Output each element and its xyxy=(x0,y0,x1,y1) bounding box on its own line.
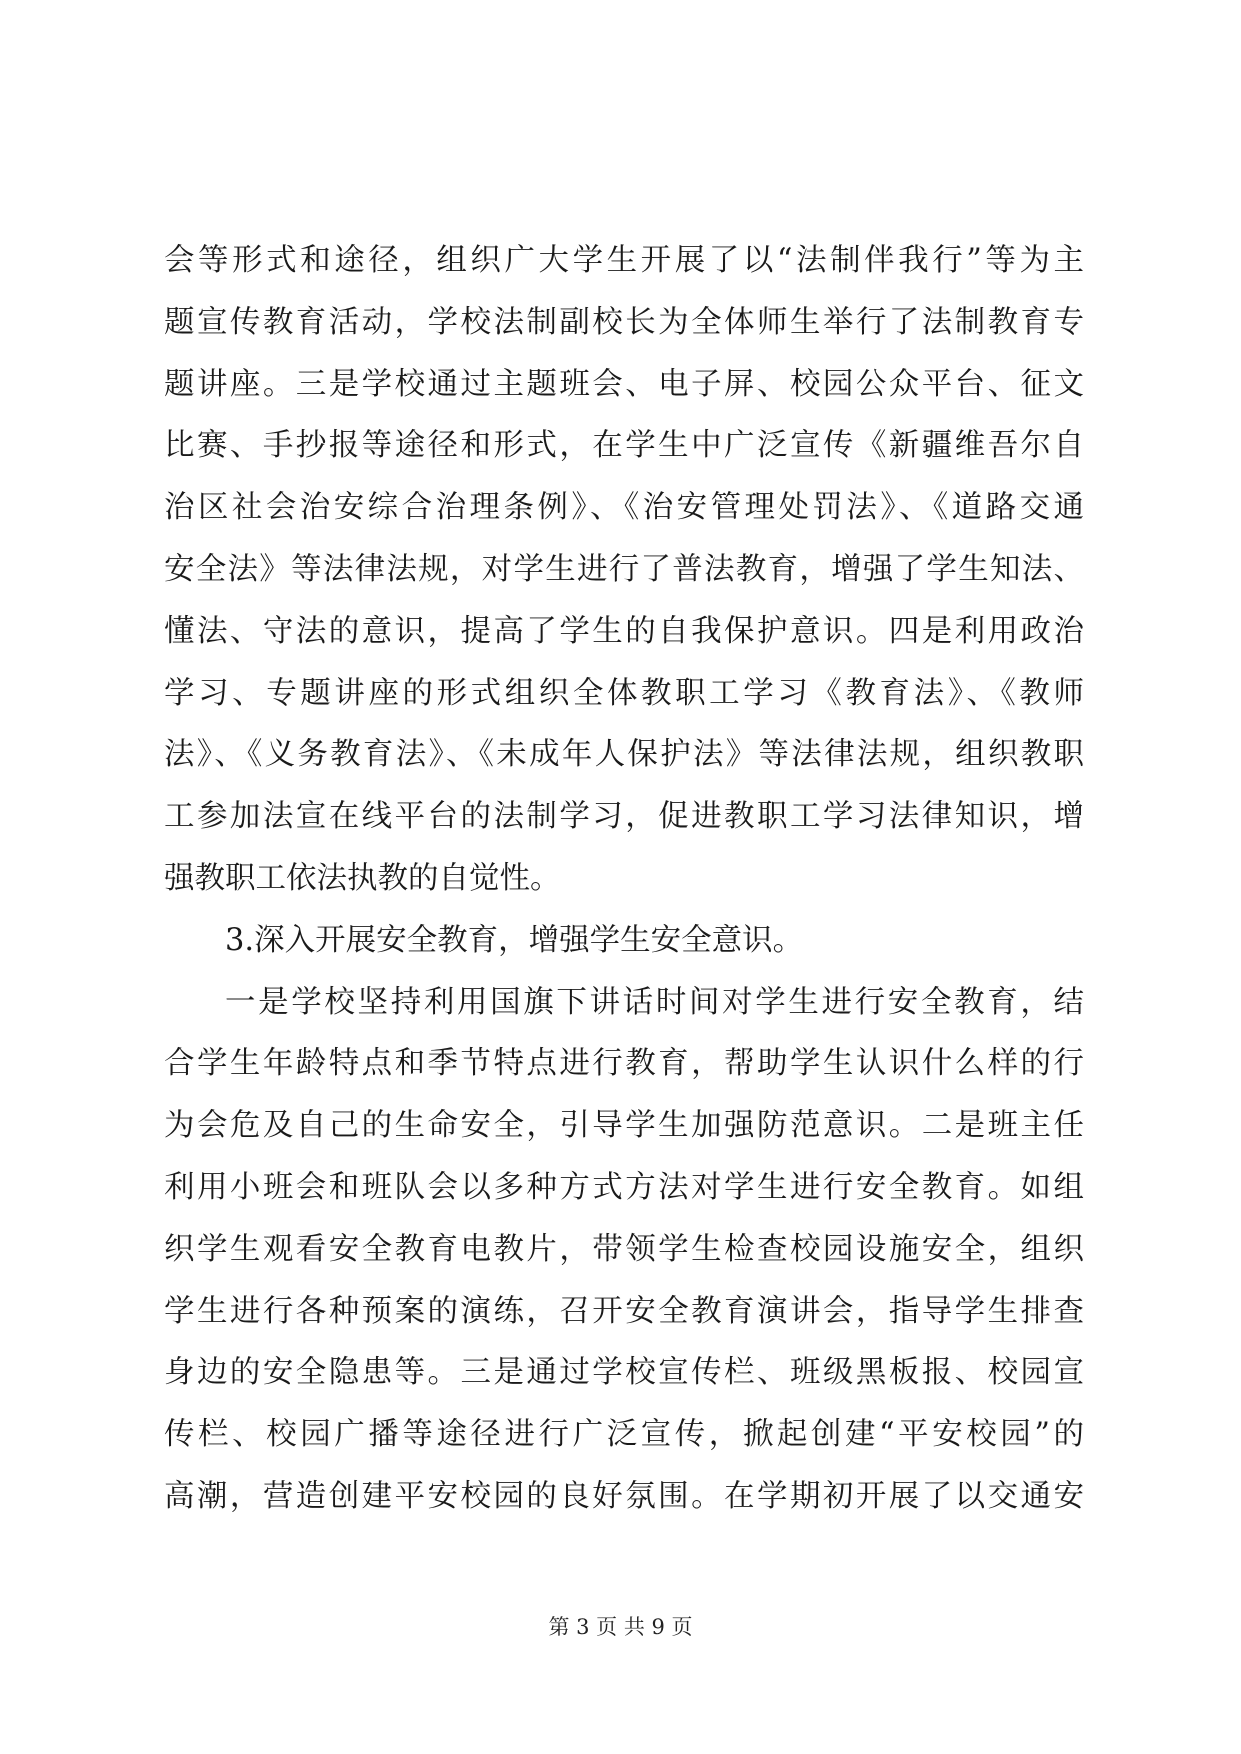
text-line: 题宣传教育活动，学校法制副校长为全体师生举行了法制教育专 xyxy=(164,304,1084,340)
text-line: 身边的安全隐患等。三是通过学校宣传栏、班级黑板报、校园宣 xyxy=(164,1355,1084,1391)
text-line: 合学生年龄特点和季节特点进行教育，帮助学生认识什么样的行 xyxy=(164,1046,1084,1082)
document-body xyxy=(164,230,1084,1528)
text-line: 利用小班会和班队会以多种方式方法对学生进行安全教育。如组 xyxy=(164,1169,1084,1205)
section-heading: 3.深入开展安全教育，增强学生安全意识。 xyxy=(225,922,804,958)
text-line: 懂法、守法的意识，提高了学生的自我保护意识。四是利用政治 xyxy=(164,613,1084,649)
text-line: 为会危及自己的生命安全，引导学生加强防范意识。二是班主任 xyxy=(164,1108,1084,1144)
paragraph-end-line: 强教职工依法执教的自觉性。 xyxy=(164,860,561,896)
page-number-footer: 第 3 页 共 9 页 xyxy=(548,1615,693,1639)
paragraph-first-line: 一是学校坚持利用国旗下讲话时间对学生进行安全教育，结 xyxy=(225,984,1084,1020)
text-line: 治区社会治安综合治理条例》、《治安管理处罚法》、《道路交通 xyxy=(164,490,1084,526)
text-line: 题讲座。三是学校通过主题班会、电子屏、校园公众平台、征文 xyxy=(164,366,1084,402)
text-line: 法》、《义务教育法》、《未成年人保护法》等法律法规，组织教职 xyxy=(164,737,1084,773)
text-line: 织学生观看安全教育电教片，带领学生检查校园设施安全，组织 xyxy=(164,1231,1084,1267)
text-line: 安全法》等法律法规，对学生进行了普法教育，增强了学生知法、 xyxy=(164,551,1084,587)
text-line: 学生进行各种预案的演练，召开安全教育演讲会，指导学生排查 xyxy=(164,1293,1084,1329)
text-line: 比赛、手抄报等途径和形式，在学生中广泛宣传《新疆维吾尔自 xyxy=(164,428,1084,464)
text-line: 传栏、校园广播等途径进行广泛宣传，掀起创建“平安校园”的 xyxy=(164,1417,1084,1453)
text-line: 高潮，营造创建平安校园的良好氛围。在学期初开展了以交通安 xyxy=(164,1478,1084,1514)
text-line: 工参加法宣在线平台的法制学习，促进教职工学习法律知识，增 xyxy=(164,799,1084,835)
text-line: 会等形式和途径，组织广大学生开展了以“法制伴我行”等为主 xyxy=(164,243,1084,278)
text-line: 学习、专题讲座的形式组织全体教职工学习《教育法》、《教师 xyxy=(164,675,1084,711)
